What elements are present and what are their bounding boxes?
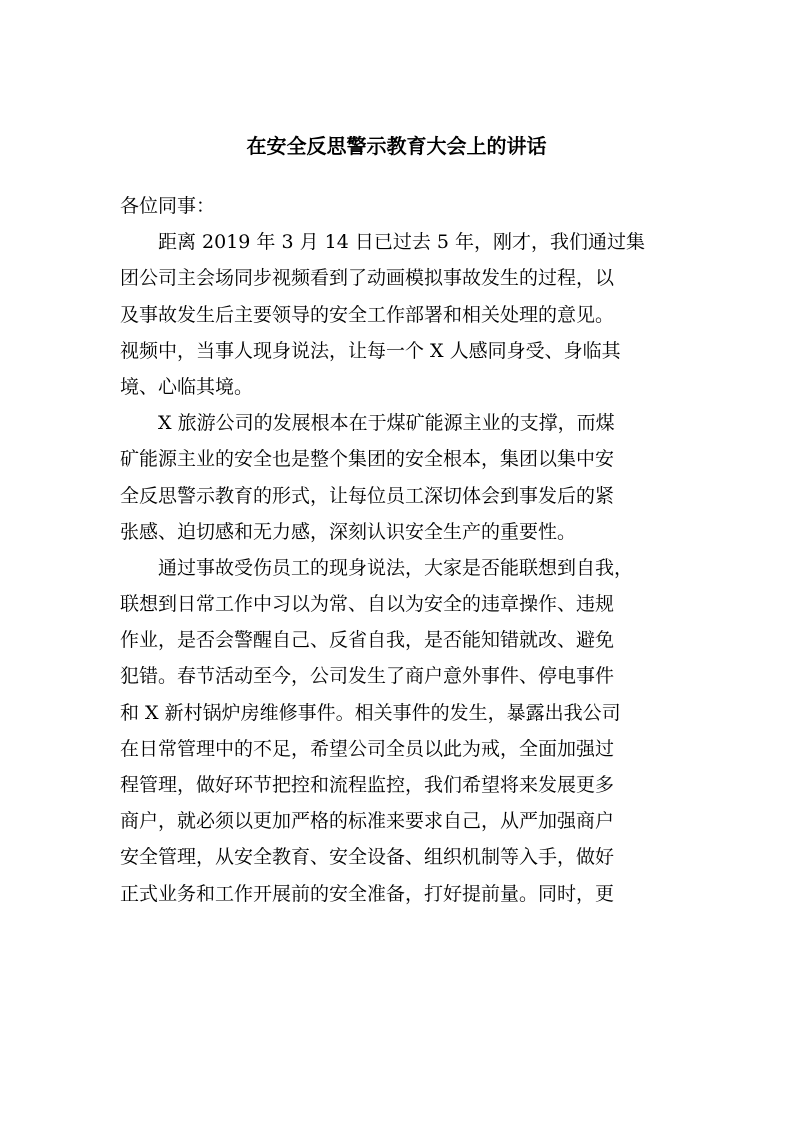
text-line: X 旅游公司的发展根本在于煤矿能源主业的支撑，而煤	[120, 412, 615, 435]
document-body	[120, 188, 680, 912]
text-line: 距离 2019 年 3 月 14 日已过去 5 年，刚才，我们通过集	[120, 231, 646, 254]
text-line: 安全管理，从安全教育、安全设备、组织机制等入手，做好	[120, 846, 615, 869]
text-line: 在日常管理中的不足，希望公司全员以此为戒，全面加强过	[120, 737, 615, 760]
text-line: 视频中，当事人现身说法，让每一个 X 人感同身受、身临其	[120, 339, 621, 362]
text-line: 犯错。春节活动至今，公司发生了商户意外事件、停电事件	[120, 665, 615, 688]
salutation: 各位同事：	[120, 195, 216, 217]
text-line: 正式业务和工作开展前的安全准备，打好提前量。同时，更	[120, 882, 615, 905]
text-line: 通过事故受伤员工的现身说法，大家是否能联想到自我，	[120, 556, 634, 579]
text-line: 联想到日常工作中习以为常、自以为安全的违章操作、违规	[120, 593, 615, 616]
text-line: 和 X 新村锅炉房维修事件。相关事件的发生，暴露出我公司	[120, 701, 621, 724]
text-line: 张感、迫切感和无力感，深刻认识安全生产的重要性。	[120, 520, 577, 543]
text-line: 团公司主会场同步视频看到了动画模拟事故发生的过程，以	[120, 267, 615, 290]
text-line: 境、心临其境。	[120, 375, 254, 398]
text-line: 及事故发生后主要领导的安全工作部署和相关处理的意见。	[120, 303, 615, 326]
text-line: 商户，就必须以更加严格的标准来要求自己，从严加强商户	[120, 810, 615, 833]
text-line: 矿能源主业的安全也是整个集团的安全根本，集团以集中安	[120, 448, 615, 471]
text-line: 作业，是否会警醒自己、反省自我，是否能知错就改、避免	[120, 629, 615, 652]
text-line: 全反思警示教育的形式，让每位员工深切体会到事发后的紧	[120, 484, 615, 507]
document-title: 在安全反思警示教育大会上的讲话	[246, 134, 547, 158]
text-line: 程管理，做好环节把控和流程监控，我们希望将来发展更多	[120, 774, 615, 796]
